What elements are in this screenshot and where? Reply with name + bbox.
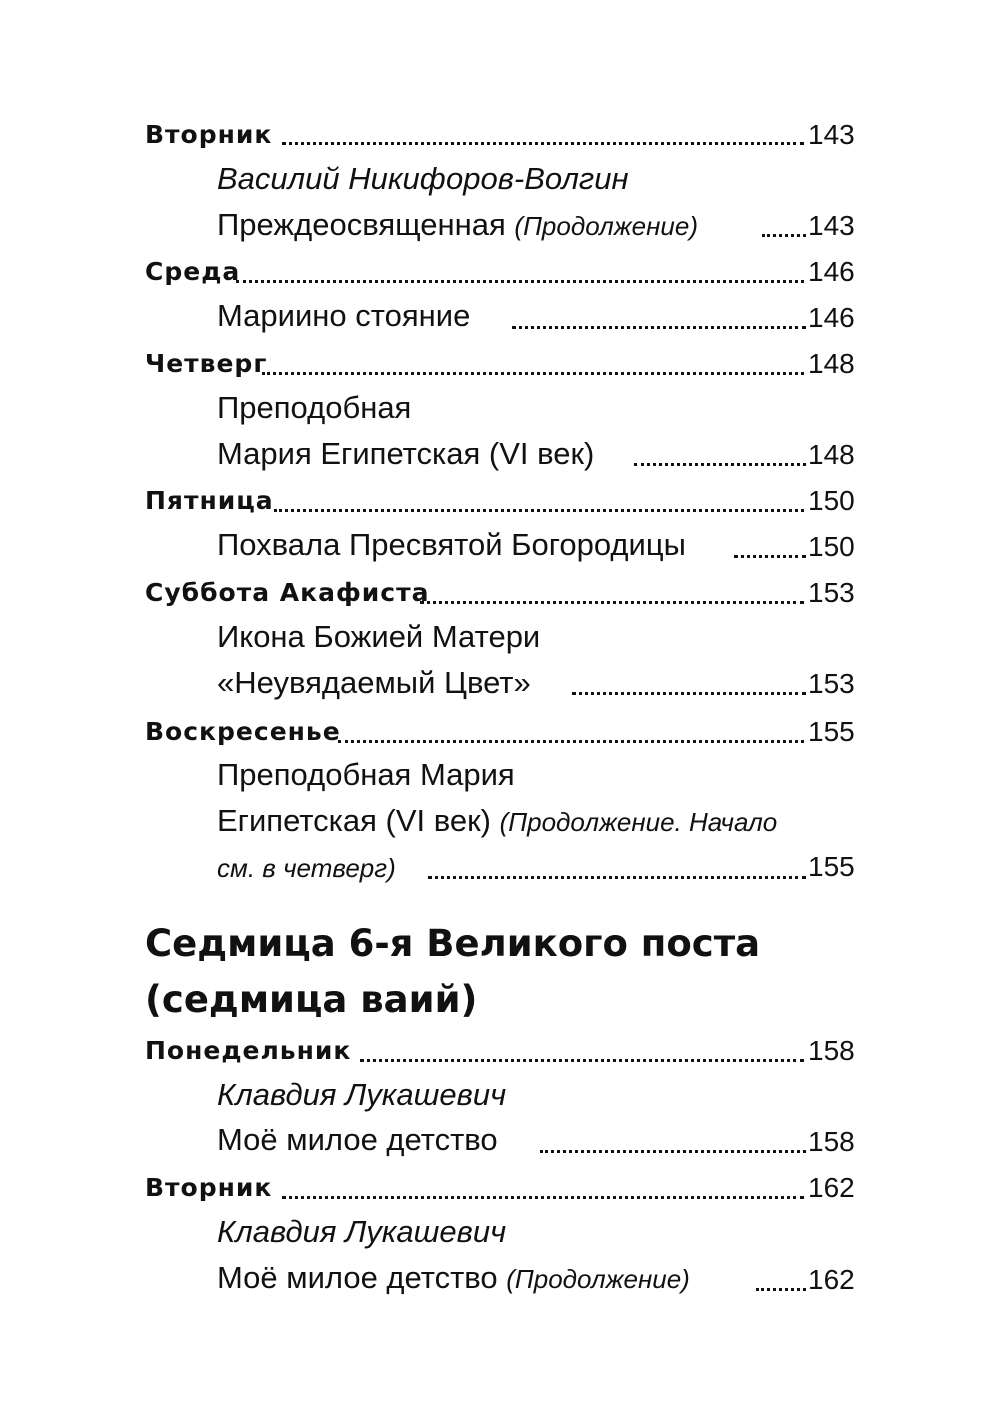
- page-number: 146: [808, 256, 855, 287]
- page-number: 150: [808, 531, 855, 562]
- story-title: Египетская (VI век): [217, 803, 492, 838]
- toc-story-title-line1: Преподобная Мария: [217, 757, 515, 792]
- page-number: 148: [808, 348, 855, 379]
- dot-leader: [262, 372, 804, 375]
- page-number: 148: [808, 439, 855, 470]
- dot-leader: [762, 234, 806, 237]
- page-number: 146: [808, 302, 855, 333]
- story-title: Моё милое детство: [217, 1260, 498, 1295]
- toc-story-title-line2: [217, 803, 777, 840]
- story-note: (Продолжение): [514, 211, 698, 241]
- dot-leader: [634, 463, 806, 466]
- page-number: 155: [808, 851, 855, 882]
- toc-story-title: Мариино стояние: [217, 298, 471, 333]
- page-number: 162: [808, 1172, 855, 1203]
- dot-leader: [512, 326, 806, 329]
- toc-story-title-line1: Преподобная: [217, 390, 412, 425]
- dot-leader: [428, 876, 806, 879]
- toc-day-sunday: Воскресенье: [145, 717, 341, 746]
- page-number: 153: [808, 668, 855, 699]
- toc-story-title: [217, 1260, 690, 1297]
- toc-story-title: [217, 207, 698, 244]
- dot-leader: [282, 142, 804, 145]
- dot-leader: [734, 555, 806, 558]
- toc-story-title-line2: «Неувядаемый Цвет»: [217, 665, 531, 700]
- toc-author: Василий Никифоров-Волгин: [217, 161, 629, 196]
- toc-story-title: Похвала Пресвятой Богородицы: [217, 527, 686, 562]
- toc-story-title-line1: Икона Божией Матери: [217, 619, 541, 654]
- toc-day-friday: Пятница: [145, 486, 274, 515]
- page-number: 162: [808, 1264, 855, 1295]
- dot-leader: [540, 1150, 806, 1153]
- story-note: (Продолжение): [506, 1264, 690, 1294]
- dot-leader: [360, 1059, 804, 1062]
- dot-leader: [282, 1196, 804, 1199]
- toc-day-tuesday: Вторник: [145, 120, 273, 149]
- dot-leader: [338, 740, 804, 743]
- dot-leader: [236, 280, 804, 283]
- toc-day-monday: Понедельник: [145, 1036, 352, 1065]
- section-heading-line1: Седмица 6-я Великого поста: [145, 922, 761, 965]
- story-note: (Продолжение. Начало: [499, 807, 778, 837]
- dot-leader: [274, 509, 804, 512]
- toc-day-thursday: Четверг: [145, 349, 268, 378]
- page-number: 155: [808, 716, 855, 747]
- toc-author: Клавдия Лукашевич: [217, 1214, 507, 1249]
- page-number: 158: [808, 1126, 855, 1157]
- dot-leader: [572, 692, 806, 695]
- dot-leader: [420, 601, 804, 604]
- page-number: 153: [808, 577, 855, 608]
- story-note-line2: см. в четверг): [217, 853, 396, 883]
- story-title: Преждеосвященная: [217, 207, 506, 242]
- toc-day-wednesday: Среда: [145, 257, 241, 286]
- page-number: 143: [808, 119, 855, 150]
- page-number: 158: [808, 1035, 855, 1066]
- toc-story-title-line2: Мария Египетская (VI век): [217, 436, 595, 471]
- dot-leader: [756, 1288, 806, 1291]
- section-heading-line2: (седмица ваий): [145, 978, 478, 1021]
- page-number: 150: [808, 485, 855, 516]
- toc-day-tuesday: Вторник: [145, 1173, 273, 1202]
- toc-author: Клавдия Лукашевич: [217, 1077, 507, 1112]
- page-number: 143: [808, 210, 855, 241]
- toc-day-saturday: Суббота Акафиста: [145, 578, 430, 607]
- toc-story-title: Моё милое детство: [217, 1122, 498, 1157]
